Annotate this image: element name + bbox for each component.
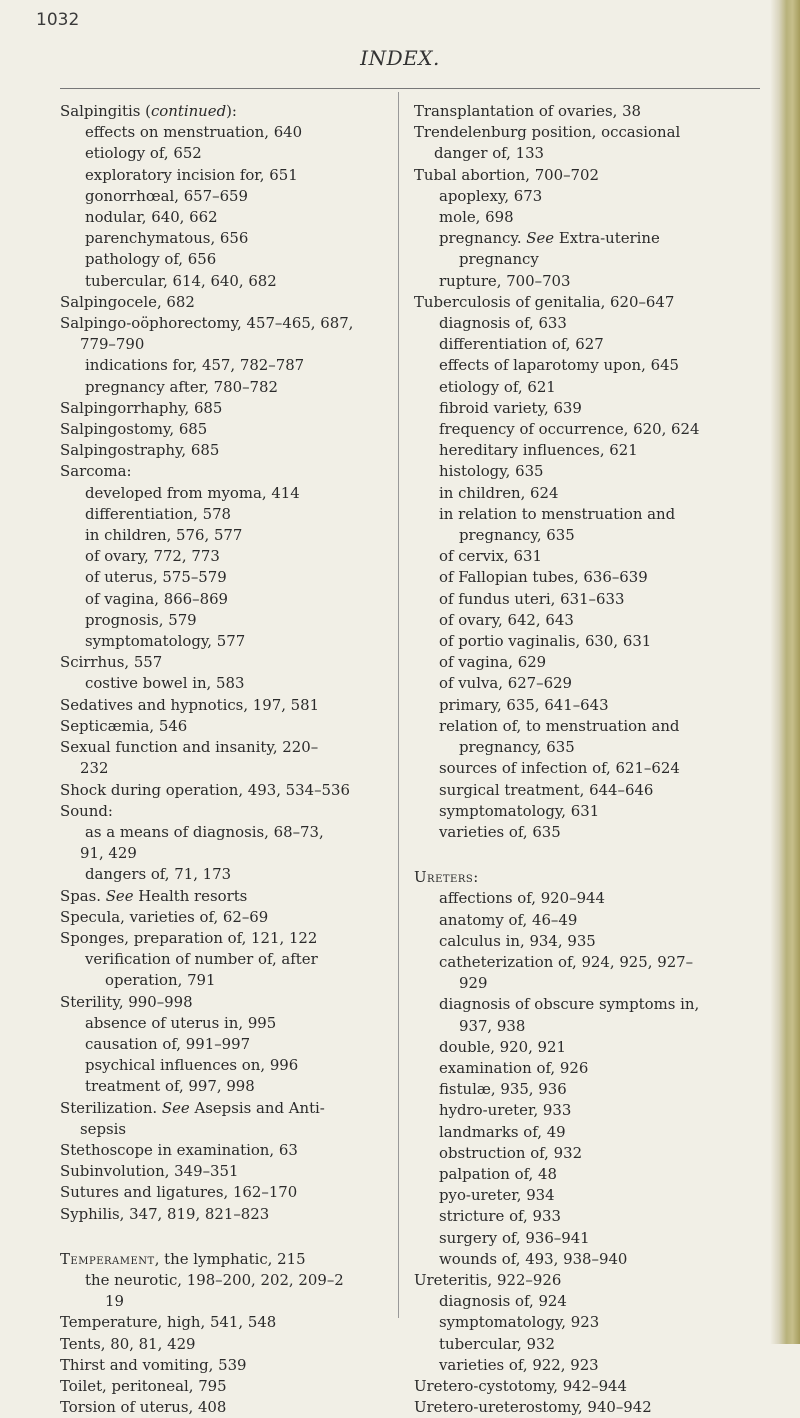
index-entry: Uretero-ureterostomy, 940–942 <box>414 1398 652 1417</box>
index-subentry: etiology of, 621 <box>439 377 556 396</box>
index-subentry: apoplexy, 673 <box>439 186 543 205</box>
index-entry: Sarcoma: <box>60 462 132 481</box>
index-subentry: pregnancy <box>459 250 539 269</box>
index-subentry: catheterization of, 924, 925, 927– <box>439 952 694 971</box>
index-entry <box>60 101 396 122</box>
column-divider <box>398 92 399 1318</box>
index-entry: Subinvolution, 349–351 <box>60 1162 239 1181</box>
index-subentry: costive bowel in, 583 <box>85 674 245 693</box>
index-subentry: of vagina, 629 <box>439 653 547 672</box>
entry-text: , the lymphatic, 215 <box>154 1249 306 1268</box>
index-subentry: effects of laparotomy upon, 645 <box>439 356 680 375</box>
index-subentry: frequency of occurrence, 620, 624 <box>439 420 700 439</box>
entry-text: Salpingitis ( <box>60 102 151 120</box>
index-subentry: symptomatology, 923 <box>439 1313 600 1332</box>
index-subentry: pregnancy, 635 <box>459 526 575 545</box>
index-entry: Sound: <box>60 801 113 820</box>
index-column-right <box>414 101 766 1418</box>
index-entry: Toilet, peritoneal, 795 <box>60 1376 227 1395</box>
index-subentry: anatomy of, 46–49 <box>439 910 578 929</box>
index-subentry: obstruction of, 932 <box>439 1143 583 1162</box>
index-subentry: exploratory incision for, 651 <box>85 165 298 184</box>
index-entry: Stethoscope in examination, 63 <box>60 1140 298 1159</box>
index-subentry: operation, 791 <box>105 971 216 990</box>
index-subentry: fibroid variety, 639 <box>439 398 582 417</box>
index-subentry: as a means of diagnosis, 68–73, <box>85 822 324 841</box>
index-entry: Tuberculosis of genitalia, 620–647 <box>414 292 675 311</box>
index-subentry: diagnosis of, 633 <box>439 314 567 333</box>
index-entry: Salpingostomy, 685 <box>60 420 208 439</box>
index-subentry: tubercular, 614, 640, 682 <box>85 271 277 290</box>
index-subentry: primary, 635, 641–643 <box>439 695 609 714</box>
index-subentry: in relation to menstruation and <box>439 504 676 523</box>
index-subentry: psychical influences on, 996 <box>85 1056 299 1075</box>
index-subentry: sources of infection of, 621–624 <box>439 759 680 778</box>
index-subentry: etiology of, 652 <box>85 144 202 163</box>
index-subentry: of ovary, 642, 643 <box>439 610 574 629</box>
index-subentry: histology, 635 <box>439 462 544 481</box>
index-subentry: diagnosis of obscure symptoms in, <box>439 995 700 1014</box>
index-subentry: the neurotic, 198–200, 202, 209–2 <box>85 1270 344 1289</box>
index-subentry: differentiation of, 627 <box>439 335 604 354</box>
index-subentry: 19 <box>105 1292 124 1311</box>
index-column-left <box>60 101 396 1418</box>
index-entry: Sponges, preparation of, 121, 122 <box>60 928 318 947</box>
index-entry: Tents, 80, 81, 429 <box>60 1334 196 1353</box>
index-subentry: indications for, 457, 782–787 <box>85 356 305 375</box>
entry-text: pregnancy. <box>439 229 527 248</box>
entry-text: See <box>161 1098 190 1117</box>
index-subentry: stricture of, 933 <box>439 1207 561 1226</box>
index-subentry: pathology of, 656 <box>85 250 217 269</box>
index-subentry: nodular, 640, 662 <box>85 208 218 227</box>
index-subentry: examination of, 926 <box>439 1058 589 1077</box>
index-subentry: symptomatology, 577 <box>85 632 246 651</box>
index-subentry: mole, 698 <box>439 208 514 227</box>
index-subentry: of vulva, 627–629 <box>439 674 573 693</box>
index-subentry: in children, 624 <box>439 483 559 502</box>
index-subentry <box>414 228 766 249</box>
index-entry: Specula, varieties of, 62–69 <box>60 907 269 926</box>
index-subentry: symptomatology, 631 <box>439 801 600 820</box>
index-subentry: fistulæ, 935, 936 <box>439 1080 567 1099</box>
entry-text: Spas. <box>60 886 106 905</box>
index-subentry: surgery of, 936–941 <box>439 1228 590 1247</box>
index-entry: Salpingocele, 682 <box>60 292 195 311</box>
index-entry: Sedatives and hypnotics, 197, 581 <box>60 695 320 714</box>
entry-text: Asepsis and Anti- <box>189 1098 325 1117</box>
index-entry <box>414 867 766 888</box>
index-subentry: dangers of, 71, 173 <box>85 865 232 884</box>
index-subentry: gonorrhœal, 657–659 <box>85 186 248 205</box>
index-subentry: differentiation, 578 <box>85 504 232 523</box>
index-subentry: sepsis <box>80 1119 127 1138</box>
entry-text: See <box>526 229 555 248</box>
index-subentry: of fundus uteri, 631–633 <box>439 589 625 608</box>
index-entry <box>60 886 396 907</box>
book-edge-shadow <box>770 0 800 1344</box>
page-number: 1032 <box>36 10 80 30</box>
index-entry: Trendelenburg position, occasional <box>414 123 681 142</box>
index-entry: Tubal abortion, 700–702 <box>414 165 599 184</box>
entry-text: ): <box>226 102 237 120</box>
index-subentry: diagnosis of, 924 <box>439 1292 567 1311</box>
index-entry: Salpingorrhaphy, 685 <box>60 398 223 417</box>
index-entry: Temperature, high, 541, 548 <box>60 1313 277 1332</box>
index-subentry: 91, 429 <box>80 844 137 863</box>
index-entry: Torsion of uterus, 408 <box>60 1398 227 1417</box>
index-entry: Ureteritis, 922–926 <box>414 1270 562 1289</box>
index-subentry: danger of, 133 <box>434 144 545 163</box>
index-entry: Salpingostraphy, 685 <box>60 441 220 460</box>
index-subentry: of Fallopian tubes, 636–639 <box>439 568 648 587</box>
index-subentry: 937, 938 <box>459 1016 526 1035</box>
index-subentry: pregnancy, 635 <box>459 738 575 757</box>
index-subentry: tubercular, 932 <box>439 1334 555 1353</box>
index-subentry: effects on menstruation, 640 <box>85 123 303 142</box>
index-subentry: 232 <box>80 759 109 778</box>
index-subentry: relation of, to menstruation and <box>439 716 680 735</box>
index-subentry: of vagina, 866–869 <box>85 589 229 608</box>
index-subentry: palpation of, 48 <box>439 1164 557 1183</box>
index-subentry: verification of number of, after <box>85 950 318 969</box>
index-entry: Thirst and vomiting, 539 <box>60 1355 247 1374</box>
index-subentry: wounds of, 493, 938–940 <box>439 1249 628 1268</box>
entry-text: See <box>105 886 134 905</box>
index-entry: Septicæmia, 546 <box>60 716 188 735</box>
page-header-title: INDEX. <box>360 46 440 70</box>
index-subentry: varieties of, 635 <box>439 822 561 841</box>
index-entry: Transplantation of ovaries, 38 <box>414 102 642 120</box>
entry-text: Ureters <box>414 868 474 887</box>
index-entry: Sterility, 990–998 <box>60 992 193 1011</box>
header-rule <box>60 88 760 89</box>
index-subentry: surgical treatment, 644–646 <box>439 780 654 799</box>
entry-text: Sterilization. <box>60 1098 162 1117</box>
index-subentry: rupture, 700–703 <box>439 271 571 290</box>
index-entry <box>60 1098 396 1119</box>
index-subentry: landmarks of, 49 <box>439 1122 566 1141</box>
index-subentry: in children, 576, 577 <box>85 526 243 545</box>
index-subentry: double, 920, 921 <box>439 1037 566 1056</box>
index-subentry: prognosis, 579 <box>85 610 197 629</box>
index-subentry: hydro-ureter, 933 <box>439 1101 572 1120</box>
index-subentry: calculus in, 934, 935 <box>439 931 596 950</box>
index-subentry: 779–790 <box>80 335 145 354</box>
section-gap <box>60 1225 396 1249</box>
index-subentry: developed from myoma, 414 <box>85 483 300 502</box>
index-entry: Uretero-cystotomy, 942–944 <box>414 1376 627 1395</box>
index-subentry: 929 <box>459 974 488 993</box>
section-gap <box>414 843 766 867</box>
entry-text: Temperament <box>60 1249 155 1268</box>
index-subentry: affections of, 920–944 <box>439 889 605 908</box>
index-entry: Sexual function and insanity, 220– <box>60 738 319 757</box>
index-subentry: of cervix, 631 <box>439 547 542 566</box>
entry-text: Health resorts <box>133 886 248 905</box>
index-subentry: varieties of, 922, 923 <box>439 1355 599 1374</box>
index-subentry: absence of uterus in, 995 <box>85 1013 277 1032</box>
entry-text: Extra-uterine <box>554 229 660 248</box>
index-entry: Sutures and ligatures, 162–170 <box>60 1183 298 1202</box>
index-subentry: pyo-ureter, 934 <box>439 1186 555 1205</box>
index-subentry: of portio vaginalis, 630, 631 <box>439 632 652 651</box>
index-subentry: hereditary influences, 621 <box>439 441 638 460</box>
index-subentry: treatment of, 997, 998 <box>85 1077 255 1096</box>
index-subentry: of uterus, 575–579 <box>85 568 227 587</box>
entry-text: continued <box>150 102 227 120</box>
index-entry: Shock during operation, 493, 534–536 <box>60 780 350 799</box>
index-subentry: parenchymatous, 656 <box>85 229 249 248</box>
index-entry: Syphilis, 347, 819, 821–823 <box>60 1204 270 1223</box>
index-entry <box>60 1249 396 1270</box>
index-entry: Salpingo-oöphorectomy, 457–465, 687, <box>60 314 354 333</box>
index-subentry: of ovary, 772, 773 <box>85 547 220 566</box>
index-entry: Scirrhus, 557 <box>60 653 163 672</box>
entry-text: : <box>473 868 479 887</box>
index-subentry: pregnancy after, 780–782 <box>85 377 278 396</box>
index-subentry: causation of, 991–997 <box>85 1034 251 1053</box>
